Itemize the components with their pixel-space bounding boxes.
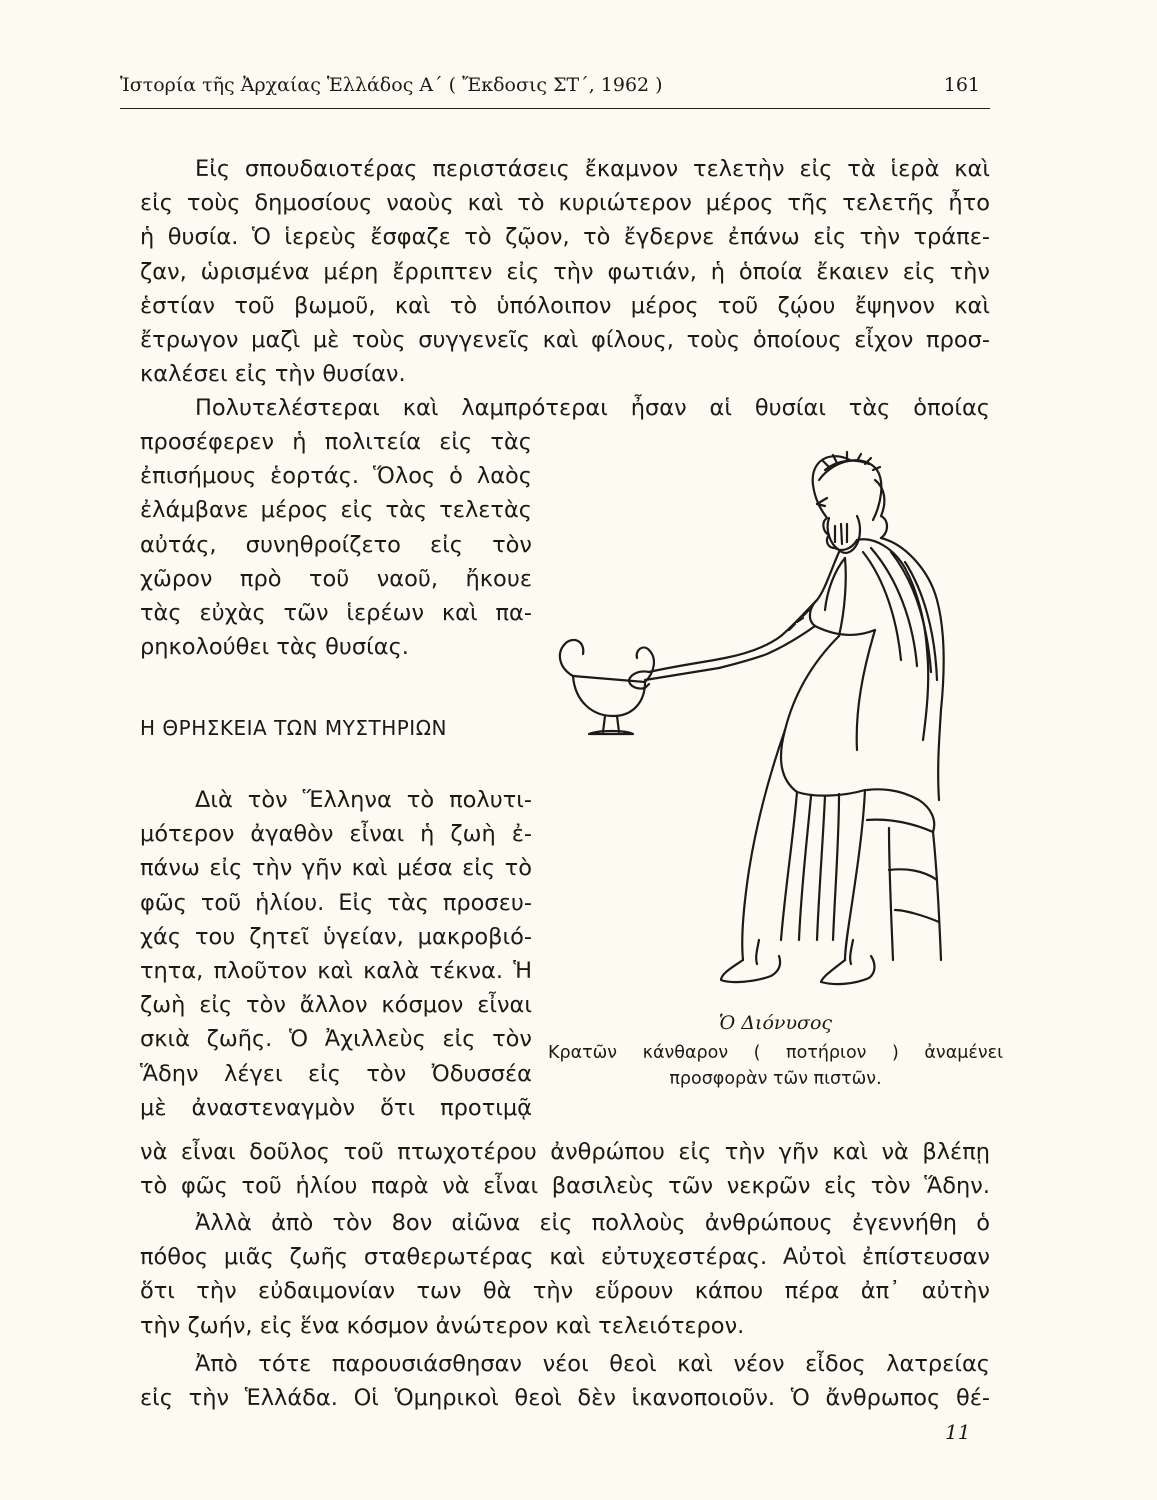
text-line: Διὰ τὸν Ἕλληνα τὸ πολυτι-: [195, 787, 532, 813]
text-line: μότερον ἀγαθὸν εἶναι ἡ ζωὴ ἐ-: [140, 821, 532, 848]
text-line: χῶρον πρὸ τοῦ ναοῦ, ἤκουε: [140, 565, 532, 592]
section-title: Η ΘΡΗΣΚΕΙΑ ΤΩΝ ΜΥΣΤΗΡΙΩΝ: [140, 716, 447, 740]
text-line: αὐτάς, συνηθροίζετο εἰς τὸν: [140, 531, 532, 558]
text-line: καλέσει εἰς τὴν θυσίαν.: [140, 361, 406, 388]
paragraph-2: [140, 425, 532, 664]
caption-line: Κρατῶν κάνθαρον ( ποτήριον ) ἀναμένει: [548, 1043, 1003, 1063]
paragraph-4: [140, 1206, 990, 1343]
text-line: προσέφερεν ἡ πολιτεία εἰς τὰς: [140, 429, 532, 455]
paragraph-3-end: [140, 1135, 990, 1203]
text-line: τὸ φῶς τοῦ ἡλίου παρὰ νὰ εἶναι βασιλεὺς τῶν νεκρῶν εἰς τὸν Ἅδην.: [140, 1173, 990, 1200]
text-line: τητα, πλοῦτον καὶ καλὰ τέκνα. Ἡ: [140, 958, 532, 985]
header-rule: [120, 108, 990, 109]
signature-mark: 11: [945, 1420, 971, 1444]
text-line: φῶς τοῦ ἡλίου. Εἰς τὰς προσευ-: [140, 889, 532, 916]
text-line: ζαν, ὡρισμένα μέρη ἔρριπτεν εἰς τὴν φωτιάν, ἡ ὁποία ἔκαιεν εἰς τὴν: [140, 258, 990, 285]
paragraph-5: [140, 1347, 990, 1415]
text-line: ἐπισήμους ἑορτάς. Ὅλος ὁ λαὸς: [140, 463, 532, 490]
running-header: [120, 74, 990, 104]
text-line: χάς του ζητεῖ ὑγείαν, μακροβιό-: [140, 923, 532, 950]
text-line: Εἰς σπουδαιοτέρας περιστάσεις ἔκαμνον τελετὴν εἰς τὰ ἱερὰ καὶ: [195, 156, 990, 182]
figure-caption: [548, 1012, 1003, 1092]
text-line: ἔτρωγον μαζὶ μὲ τοὺς συγγενεῖς καὶ φίλους, τοὺς ὁποίους εἶχον προσ-: [140, 327, 990, 354]
text-line: Ἀλλὰ ἀπὸ τὸν 8ον αἰῶνα εἰς πολλοὺς ἀνθρώπους ἐγεννήθη ὁ: [195, 1210, 990, 1236]
dionysus-illustration: [545, 440, 985, 1000]
text-line: ἑστίαν τοῦ βωμοῦ, καὶ τὸ ὑπόλοιπον μέρος τοῦ ζῴου ἔψηνον καὶ: [140, 292, 990, 319]
text-line: τὴν ζωήν, εἰς ἕνα κόσμον ἀνώτερον καὶ τελειότερον.: [140, 1312, 745, 1339]
text-line: ἐλάμβανε μέρος εἰς τὰς τελετὰς: [140, 497, 532, 524]
text-line: μὲ ἀναστεναγμὸν ὅτι προτιμᾷ: [140, 1094, 532, 1121]
paragraph-3: [140, 783, 532, 1125]
text-line: πόθος μιᾶς ζωῆς σταθερωτέρας καὶ εὐτυχεστέρας. Αὐτοὶ ἐπίστευσαν: [140, 1244, 990, 1271]
text-line: εἰς τὴν Ἑλλάδα. Οἱ Ὁμηρικοὶ θεοὶ δὲν ἱκανοποιοῦν. Ὁ ἄνθρωπος θέ-: [140, 1385, 990, 1412]
header-title: Ἱστορία τῆς Ἀρχαίας Ἑλλάδος Α΄ ( Ἔκδοσις ΣΤ΄, 1962 ): [120, 74, 663, 96]
text-line: πάνω εἰς τὴν γῆν καὶ μέσα εἰς τὸ: [140, 855, 532, 882]
caption-description: [548, 1040, 1003, 1092]
text-line: ἡ θυσία. Ὁ ἱερεὺς ἔσφαζε τὸ ζῷον, τὸ ἔγδερνε ἐπάνω εἰς τὴν τράπε-: [140, 224, 990, 251]
text-line: Πολυτελέστεραι καὶ λαμπρότεραι ἦσαν αἱ θυσίαι τὰς ὁποίας: [195, 395, 990, 421]
paragraph-1: [140, 152, 990, 391]
text-line: ρηκολούθει τὰς θυσίας.: [140, 634, 409, 661]
page-number: 161: [943, 74, 980, 96]
text-line: νὰ εἶναι δοῦλος τοῦ πτωχοτέρου ἀνθρώπου εἰς τὴν γῆν καὶ νὰ βλέπῃ: [140, 1139, 990, 1165]
text-line: Ἀπὸ τότε παρουσιάσθησαν νέοι θεοὶ καὶ νέον εἶδος λατρείας: [195, 1351, 990, 1377]
text-line: σκιὰ ζωῆς. Ὁ Ἀχιλλεὺς εἰς τὸν: [140, 1026, 532, 1053]
text-line: εἰς τοὺς δημοσίους ναοὺς καὶ τὸ κυριώτερον μέρος τῆς τελετῆς ἦτο: [140, 190, 990, 217]
text-line: τὰς εὐχὰς τῶν ἱερέων καὶ πα-: [140, 600, 532, 627]
text-line: ὅτι τὴν εὐδαιμονίαν των θὰ τὴν εὕρουν κάπου πέρα ἀπ᾽ αὐτὴν: [140, 1278, 990, 1305]
paragraph-2-first: [195, 391, 990, 425]
text-line: Ἅδην λέγει εἰς τὸν Ὀδυσσέα: [140, 1060, 532, 1087]
caption-title: Ὁ Διόνυσος: [718, 1012, 833, 1034]
caption-line: προσφορὰν τῶν πιστῶν.: [669, 1069, 882, 1089]
text-line: ζωὴ εἰς τὸν ἄλλον κόσμον εἶναι: [140, 992, 532, 1019]
